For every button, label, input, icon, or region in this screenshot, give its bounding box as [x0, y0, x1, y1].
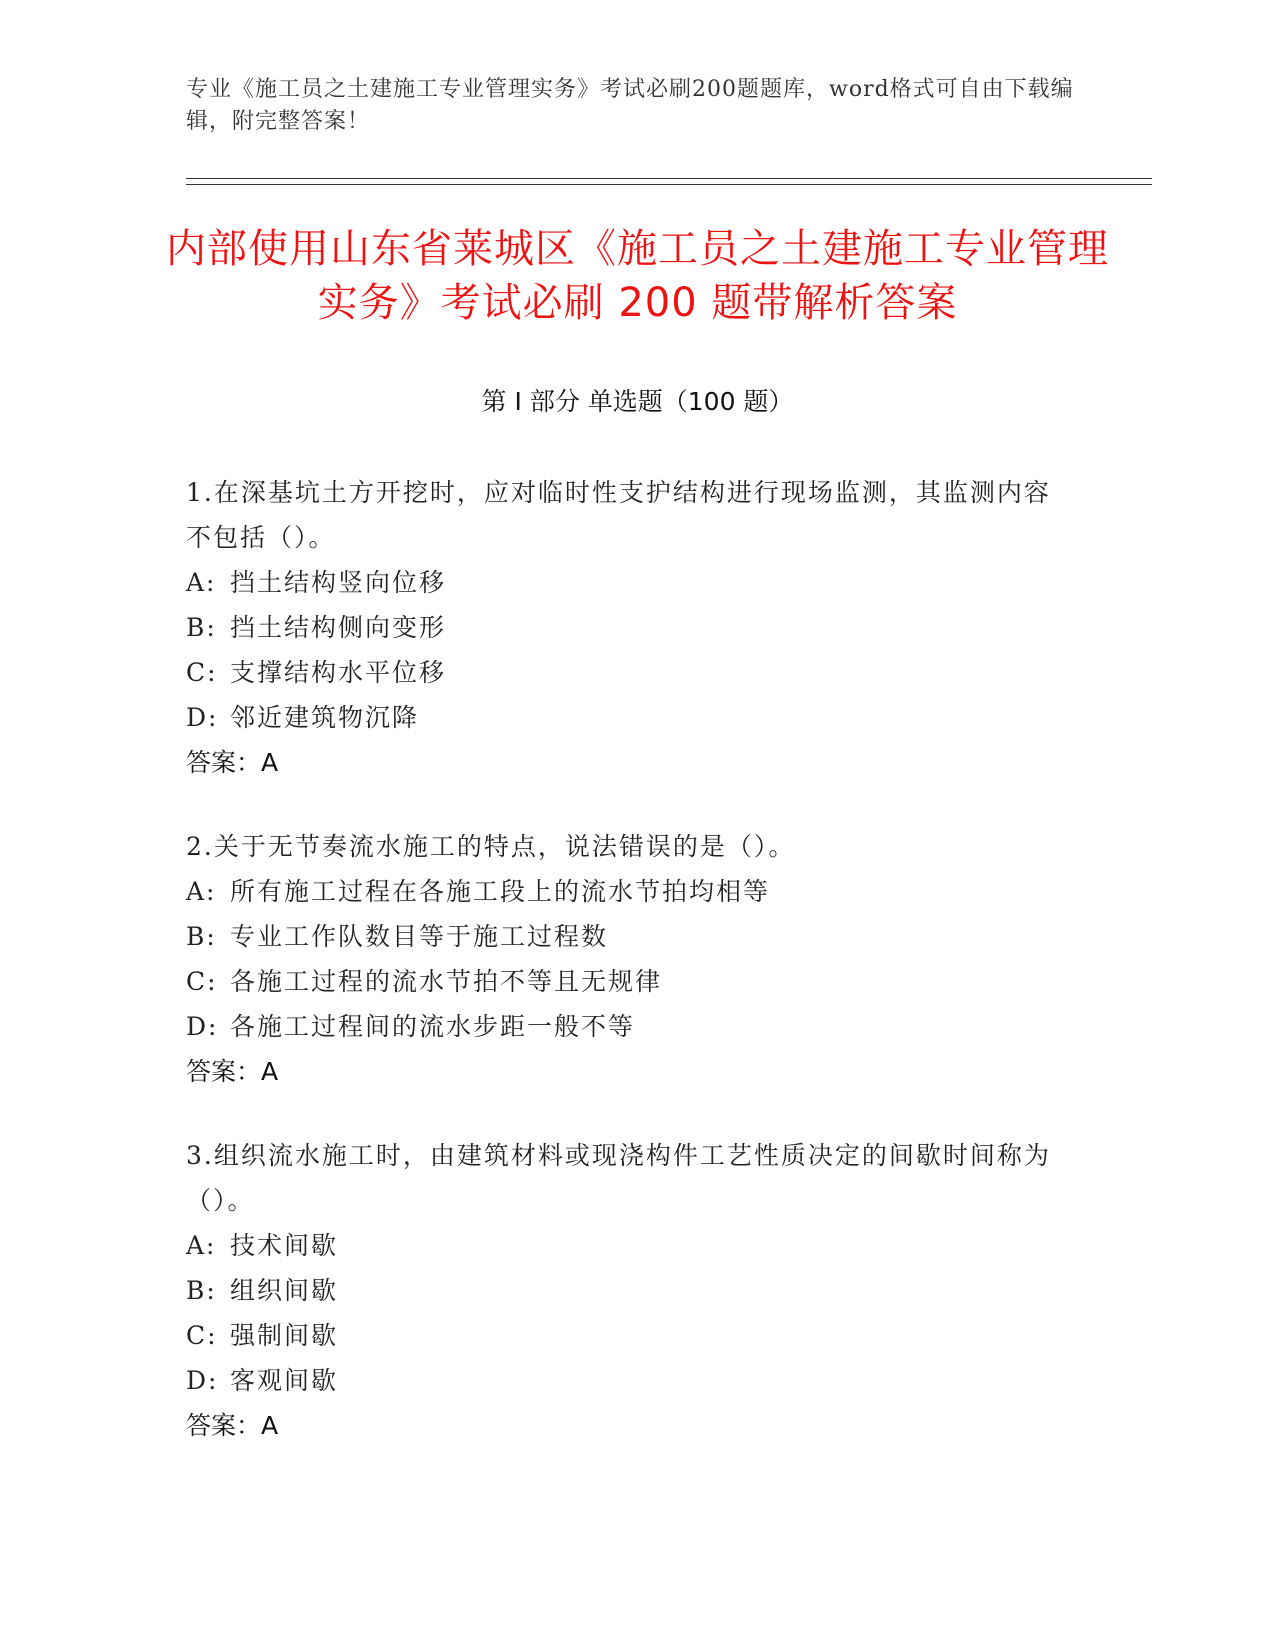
- option-text: 支撑结构水平位移: [230, 658, 447, 687]
- option-text: 挡土结构侧向变形: [230, 613, 447, 642]
- option-text: 客观间歇: [230, 1366, 339, 1395]
- header-note: 专业《施工员之土建施工专业管理实务》考试必刷200题题库，word格式可自由下载编辑，附完整答案！: [186, 77, 1074, 134]
- question-3: [186, 1133, 1066, 1448]
- option-d: [186, 1358, 1066, 1403]
- option-b: [186, 914, 1066, 959]
- question-list: [186, 470, 1066, 1487]
- question-stem: 2.关于无节奏流水施工的特点，说法错误的是（）。: [186, 832, 796, 861]
- answer: 答案：A: [186, 1411, 279, 1440]
- option-text: 技术间歇: [230, 1231, 339, 1260]
- option-text: 邻近建筑物沉降: [230, 703, 420, 732]
- question-stem: 3.组织流水施工时，由建筑材料或现浇构件工艺性质决定的间歇时间称为（）。: [186, 1141, 1051, 1215]
- option-b: [186, 605, 1066, 650]
- answer: 答案：A: [186, 1057, 279, 1086]
- option-a: [186, 1223, 1066, 1268]
- answer: 答案：A: [186, 748, 279, 777]
- option-c: [186, 1313, 1066, 1358]
- question-stem: 1.在深基坑土方开挖时，应对临时性支护结构进行现场监测，其监测内容不包括（）。: [186, 478, 1051, 552]
- option-text: 组织间歇: [230, 1276, 339, 1305]
- header-divider-top: [186, 178, 1152, 179]
- option-letter: D:: [186, 1366, 219, 1395]
- option-letter: C:: [186, 967, 218, 996]
- header-divider-bottom: [186, 184, 1152, 185]
- option-d: [186, 695, 1066, 740]
- option-text: 强制间歇: [230, 1321, 339, 1350]
- option-text: 各施工过程的流水节拍不等且无规律: [230, 967, 663, 996]
- option-letter: D:: [186, 1012, 219, 1041]
- option-letter: A:: [186, 568, 217, 597]
- option-text: 所有施工过程在各施工段上的流水节拍均相等: [230, 877, 771, 906]
- option-letter: D:: [186, 703, 219, 732]
- option-c: [186, 959, 1066, 1004]
- option-c: [186, 650, 1066, 695]
- section-title: 第 I 部分 单选题（100 题）: [481, 387, 794, 416]
- option-d: [186, 1004, 1066, 1049]
- option-letter: A:: [186, 877, 217, 906]
- document-title: 内部使用山东省莱城区《施工员之土建施工专业管理实务》考试必刷 200 题带解析答案: [166, 226, 1109, 326]
- option-letter: B:: [186, 613, 217, 642]
- option-b: [186, 1268, 1066, 1313]
- option-letter: A:: [186, 1231, 217, 1260]
- option-text: 各施工过程间的流水步距一般不等: [230, 1012, 636, 1041]
- option-text: 挡土结构竖向位移: [230, 568, 447, 597]
- option-letter: B:: [186, 922, 217, 951]
- option-letter: C:: [186, 1321, 218, 1350]
- question-1: [186, 470, 1066, 785]
- option-a: [186, 560, 1066, 605]
- option-text: 专业工作队数目等于施工过程数: [230, 922, 609, 951]
- option-letter: C:: [186, 658, 218, 687]
- option-a: [186, 869, 1066, 914]
- question-2: [186, 824, 1066, 1094]
- option-letter: B:: [186, 1276, 217, 1305]
